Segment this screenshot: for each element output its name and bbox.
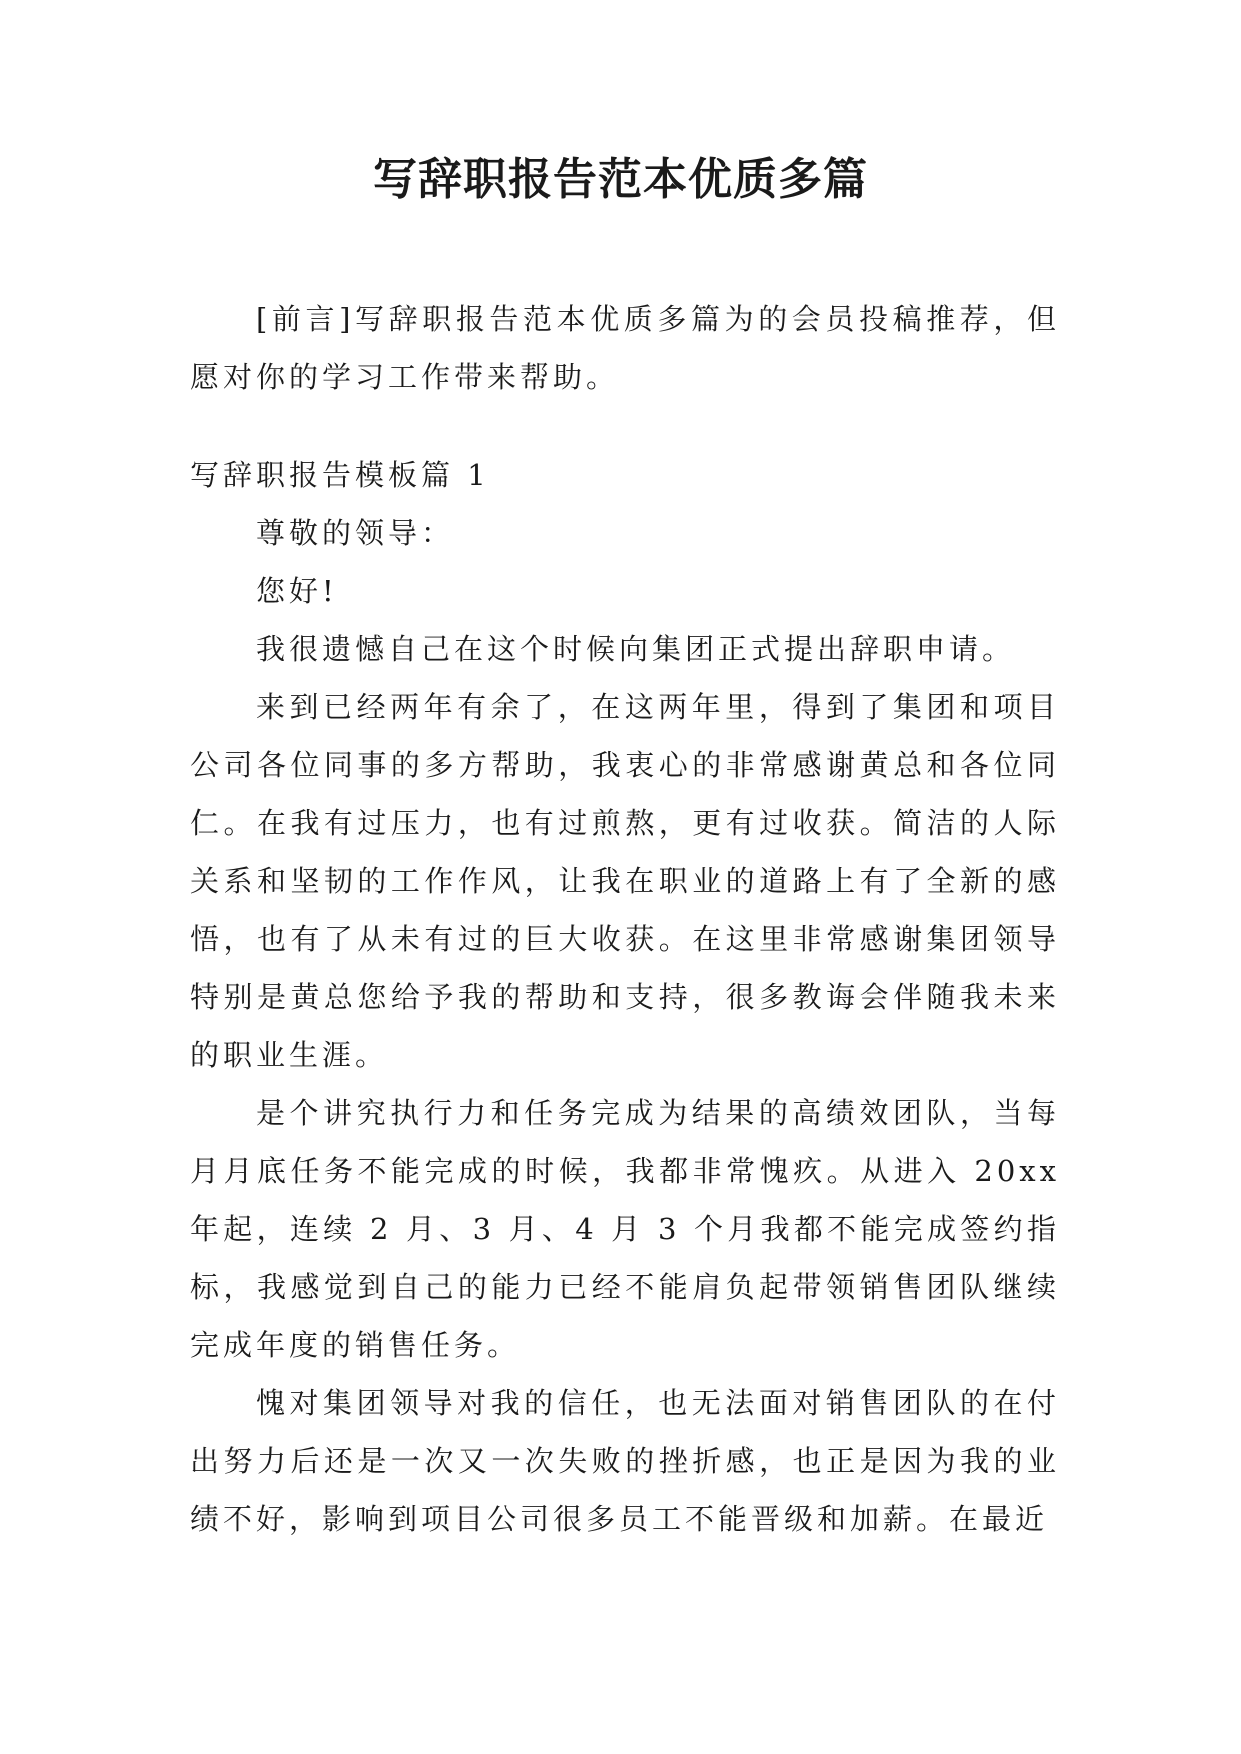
document-title: 写辞职报告范本优质多篇: [373, 154, 868, 205]
body-paragraph-4: 愧对集团领导对我的信任，也无法面对销售团队的在付出努力后还是一次又一次失败的挫折感，也正是因为我的业绩不好，影响到项目公司很多员工不能晋级和加薪。在最近: [190, 1386, 1060, 1536]
body-paragraph-2: 来到已经两年有余了，在这两年里，得到了集团和项目公司各位同事的多方帮助，我衷心的非常感谢黄总和各位同仁。在我有过压力，也有过煎熬，更有过收获。简洁的人际关系和坚韧的工作作风，让我在职业的道路上有了全新的感悟，也有了从未有过的巨大收获。在这里非常感谢集团领导特别是黄总您给予我的帮助和支持，很多教诲会伴随我未来的职业生涯。: [190, 690, 1060, 1072]
body-paragraph-3: 是个讲究执行力和任务完成为结果的高绩效团队，当每月月底任务不能完成的时候，我都非常愧疚。从进入 20xx 年起，连续 2 月、3 月、4 月 3 个月我都不能完成签约指标，我感觉到自己的能力已经不能肩负起带领销售团队继续完成年度的销售任务。: [190, 1096, 1060, 1362]
body-paragraph-1: 我很遗憾自己在这个时候向集团正式提出辞职申请。: [256, 632, 1016, 666]
document-body: [190, 290, 1060, 1548]
section-heading: 写辞职报告模板篇 1: [190, 458, 490, 492]
preface-paragraph: [前言]写辞职报告范本优质多篇为的会员投稿推荐，但愿对你的学习工作带来帮助。: [190, 302, 1060, 394]
salutation: 尊敬的领导：: [256, 516, 455, 550]
greeting: 您好!: [256, 574, 338, 608]
